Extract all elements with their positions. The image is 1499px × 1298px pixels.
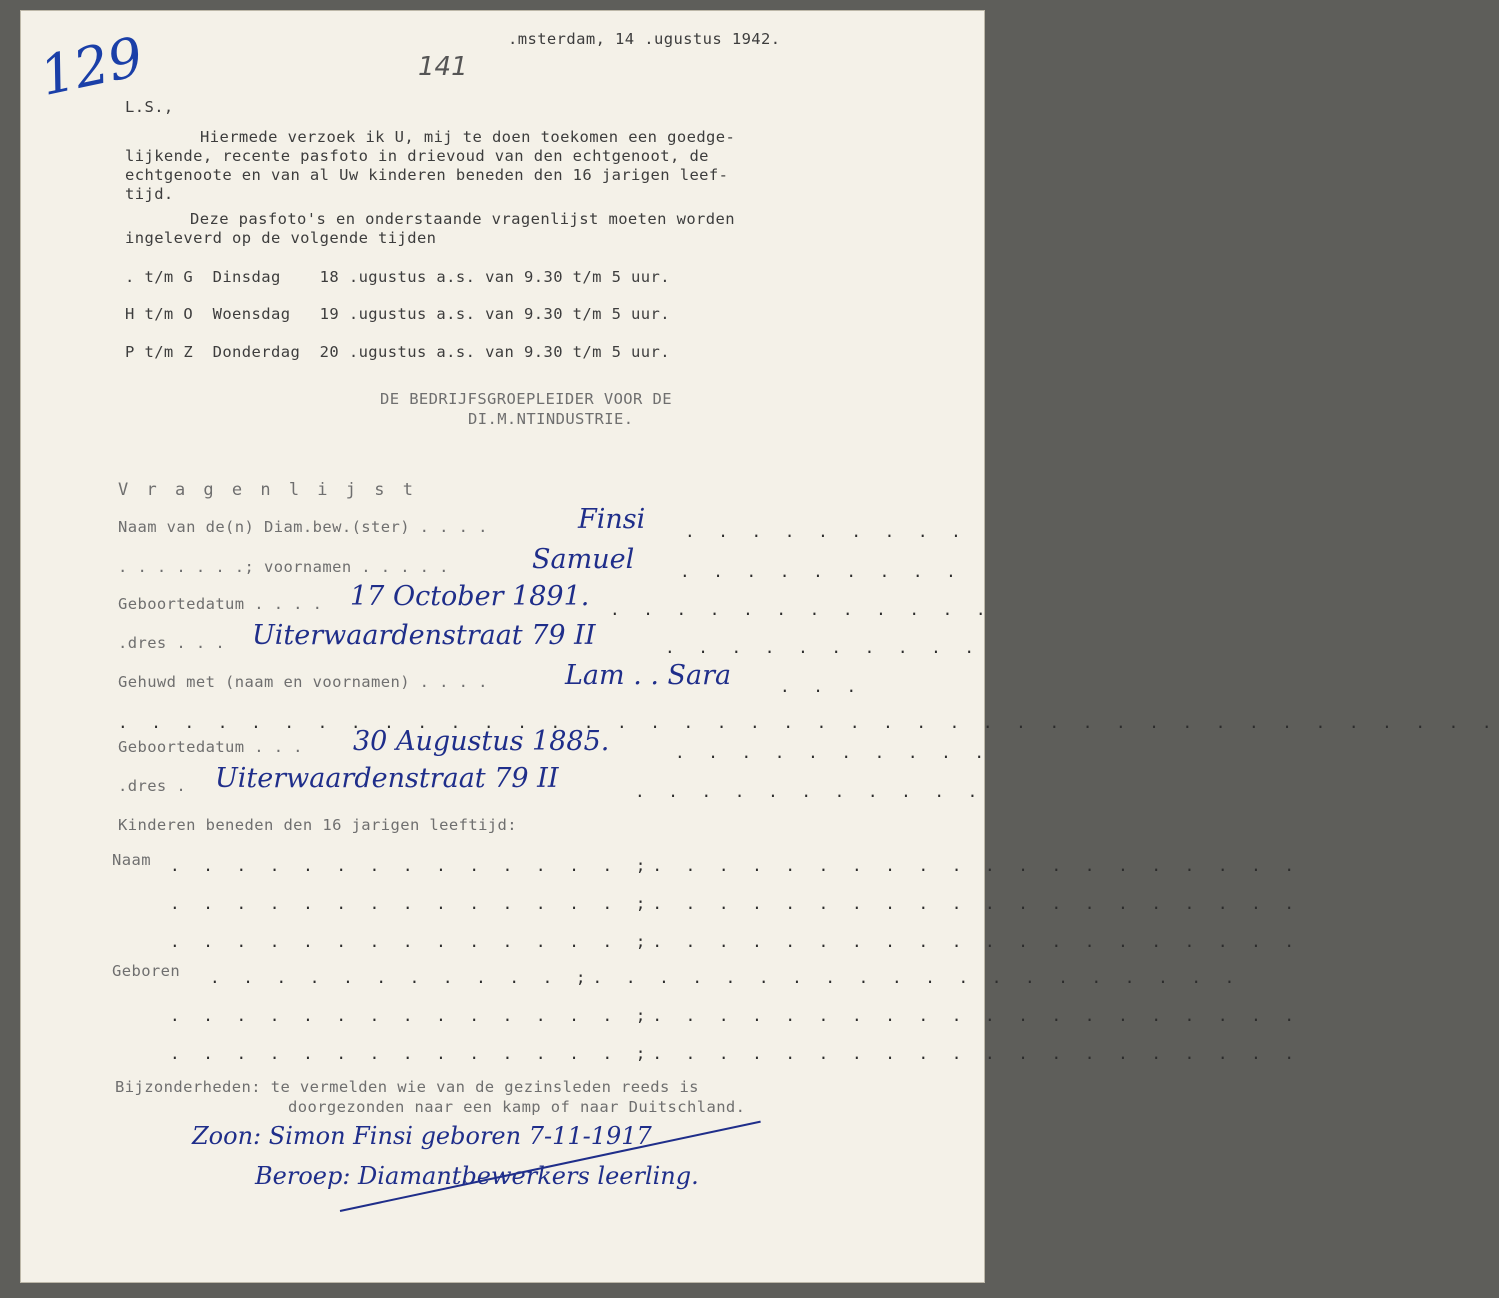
- remarks-handwritten-line-2: Beroep: Diamantbewerkers leerling.: [255, 1162, 699, 1190]
- spouse-address-label: .dres .: [118, 777, 187, 795]
- children-name-label: Naam: [112, 851, 151, 869]
- birthdate-label: Geboortedatum . . . .: [118, 595, 323, 613]
- para1-line1: Hiermede verzoek ik U, mij te doen toekomen een goedge-: [200, 128, 736, 146]
- para1-line2: lijkende, recente pasfoto in drievoud van den echtgenoot, de: [125, 147, 709, 165]
- birthdate-dots: . . . . . . . . . . . .: [610, 600, 993, 619]
- children-born-dots-3: . . . . . . . . . . . . . . ;. . . . . . . . . . . . . . . . . . . .: [170, 1044, 1302, 1063]
- children-label: Kinderen beneden den 16 jarigen leeftijd:: [118, 816, 518, 834]
- address-dots: . . . . . . . . . .: [665, 638, 982, 657]
- pencil-number: 141: [418, 52, 468, 82]
- para2-line1: Deze pasfoto's en onderstaande vragenlijst moeten worden: [190, 210, 735, 228]
- name-dots: . . . . . . . . .: [685, 522, 968, 541]
- children-name-dots-1: . . . . . . . . . . . . . . ;. . . . . . . . . . . . . . . . . . . .: [170, 856, 1302, 875]
- children-name-dots-3: . . . . . . . . . . . . . . ;. . . . . . . . . . . . . . . . . . . .: [170, 932, 1302, 951]
- spouse-birthdate-value: 30 Augustus 1885.: [353, 726, 610, 757]
- address-value: Uiterwaardenstraat 79 II: [252, 620, 596, 651]
- para2-line2: ingeleverd op de volgende tijden: [125, 229, 437, 247]
- para1-line4: tijd.: [125, 185, 174, 203]
- schedule-line-1: . t/m G Dinsdag 18 .ugustus a.s. van 9.30 t/m 5 uur.: [125, 268, 670, 286]
- children-born-dots-1: . . . . . . . . . . . ;. . . . . . . . . . . . . . . . . . . .: [210, 968, 1242, 987]
- name-label: Naam van de(n) Diam.bew.(ster) . . . .: [118, 518, 488, 536]
- married-continuation-dots: . . . . . . . . . . . . . . . . . . . . . . . . . . . . . . . . . . . . . . . . . .: [118, 713, 1499, 732]
- children-name-dots-2: . . . . . . . . . . . . . . ;. . . . . . . . . . . . . . . . . . . .: [170, 894, 1302, 913]
- signature-line-1: DE BEDRIJFSGROEPLEIDER VOOR DE: [380, 390, 672, 408]
- address-label: .dres . . .: [118, 634, 226, 652]
- form-title: V r a g e n l i j s t: [118, 480, 417, 500]
- spouse-address-dots: . . . . . . . . . . .: [635, 782, 985, 801]
- spouse-birthdate-label: Geboortedatum . . .: [118, 738, 303, 756]
- remarks-label-2: doorgezonden naar een kamp of naar Duitschland.: [288, 1098, 746, 1116]
- schedule-line-2: H t/m O Woensdag 19 .ugustus a.s. van 9.30 t/m 5 uur.: [125, 305, 670, 323]
- remarks-label: Bijzonderheden: te vermelden wie van de gezinsleden reeds is: [115, 1078, 699, 1096]
- firstnames-dots: . . . . . . . . .: [680, 562, 963, 581]
- archive-number: 129: [34, 24, 149, 109]
- spouse-birthdate-dots: . . . . . . . . . .: [675, 743, 992, 762]
- children-born-label: Geboren: [112, 962, 181, 980]
- married-value: Lam . . Sara: [565, 660, 732, 691]
- schedule-line-3: P t/m Z Donderdag 20 .ugustus a.s. van 9.30 t/m 5 uur.: [125, 343, 670, 361]
- place-date: .msterdam, 14 .ugustus 1942.: [508, 30, 781, 48]
- spouse-address-value: Uiterwaardenstraat 79 II: [215, 763, 559, 794]
- firstnames-label: . . . . . . .; voornamen . . . . .: [118, 558, 449, 576]
- remarks-handwritten-line-1: Zoon: Simon Finsi geboren 7-11-1917: [192, 1122, 652, 1150]
- document-page: [20, 10, 1499, 1283]
- birthdate-value: 17 October 1891.: [350, 581, 590, 612]
- salutation: L.S.,: [125, 98, 174, 116]
- signature-line-2: DI.M.NTINDUSTRIE.: [468, 410, 634, 428]
- firstnames-value: Samuel: [532, 544, 635, 575]
- name-value: Finsi: [578, 504, 646, 535]
- children-born-dots-2: . . . . . . . . . . . . . . ;. . . . . . . . . . . . . . . . . . . .: [170, 1006, 1302, 1025]
- para1-line3: echtgenoote en van al Uw kinderen beneden den 16 jarigen leef-: [125, 166, 729, 184]
- married-label: Gehuwd met (naam en voornamen) . . . .: [118, 673, 488, 691]
- married-dots: . . .: [780, 677, 864, 696]
